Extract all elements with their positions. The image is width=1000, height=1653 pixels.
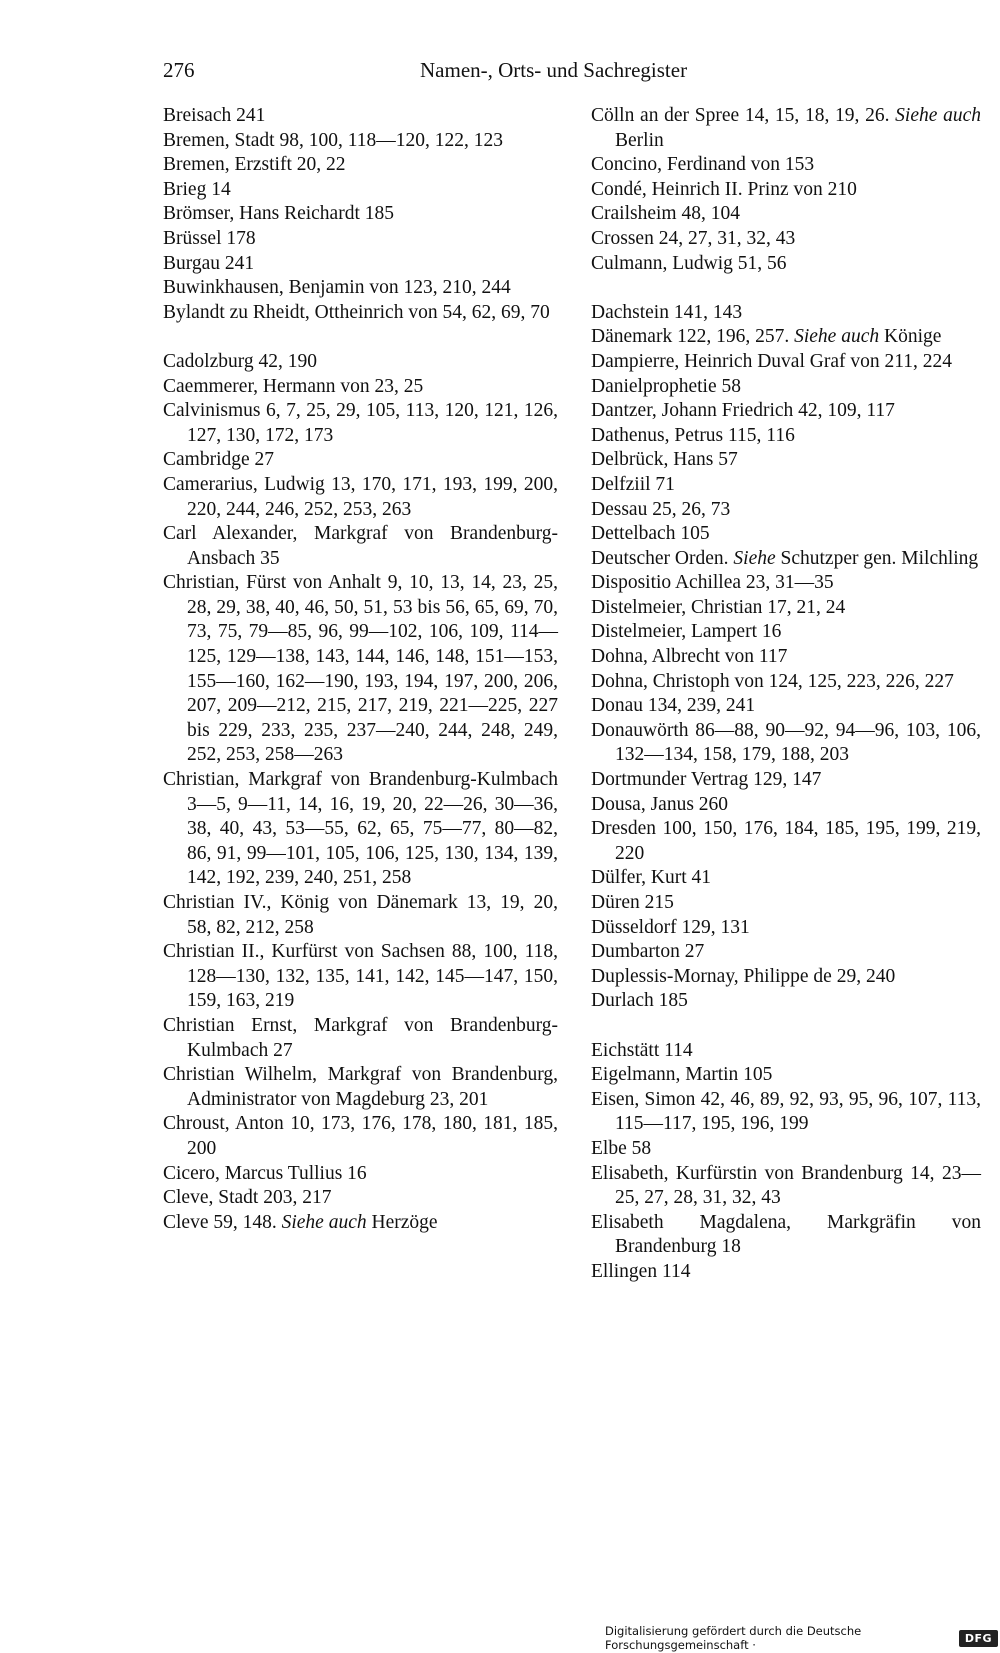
page-title: Namen-, Orts- und Sachregister: [420, 58, 688, 82]
entry-text: Condé, Heinrich II. Prinz von 210: [591, 178, 857, 200]
funding-note: Digitalisierung gefördert durch die Deutsche Forschungsgemeinschaft ·: [605, 1624, 862, 1652]
footer-bar: [605, 1626, 1000, 1650]
index-column-right: [591, 104, 981, 1285]
entry-text: Dousa, Janus 260: [591, 793, 729, 815]
entry-text: Bremen, Erzstift 20, 22: [163, 154, 346, 176]
index-entry: [163, 153, 558, 178]
index-entry: [591, 916, 981, 941]
entry-text: Burgau 241: [163, 252, 255, 274]
index-entry: [163, 448, 558, 473]
index-entry: [591, 498, 981, 523]
see-also-target: Herzöge: [366, 1211, 438, 1233]
index-entry: [591, 817, 981, 866]
index-entry: [163, 473, 558, 522]
page-number: 276: [163, 58, 195, 82]
index-entry: [163, 104, 558, 129]
entry-text: Dantzer, Johann Friedrich 42, 109, 117: [591, 400, 895, 422]
entry-text: Düsseldorf 129, 131: [591, 916, 750, 938]
index-entry: [591, 547, 981, 572]
entry-text: Deutscher Orden.: [591, 547, 734, 569]
entry-text: Crailsheim 48, 104: [591, 203, 740, 225]
entry-text: Cleve, Stadt 203, 217: [163, 1187, 332, 1209]
index-entry: [591, 448, 981, 473]
index-entry: [591, 522, 981, 547]
index-entry: [163, 1112, 558, 1161]
dfg-logo: DFG: [959, 1630, 998, 1647]
entry-text: Dresden 100, 150, 176, 184, 185, 195, 199, 219, 220: [591, 818, 981, 864]
index-entry: [163, 571, 558, 768]
entry-text: Dänemark 122, 196, 257.: [591, 326, 795, 348]
entry-text: Chroust, Anton 10, 173, 176, 178, 180, 181, 185, 200: [163, 1113, 558, 1159]
index-entry: [591, 989, 981, 1014]
entry-text: Christian Ernst, Markgraf von Brandenburg-Kulmbach 27: [163, 1014, 558, 1061]
entry-text: Düren 215: [591, 892, 674, 913]
index-entry: [163, 1063, 558, 1112]
entry-text: Distelmeier, Lampert 16: [591, 621, 782, 643]
index-entry: [591, 670, 981, 695]
index-entry: [163, 399, 558, 448]
index-entry: [163, 940, 558, 1014]
index-entry: [591, 325, 981, 350]
entry-text: Cadolzburg 42, 190: [163, 350, 318, 372]
index-entry: [591, 375, 981, 400]
index-entry: [591, 1211, 981, 1260]
index-entry: [591, 793, 981, 818]
index-entry: [591, 1162, 981, 1211]
see-also-label: Siehe auch: [281, 1211, 367, 1233]
index-entry: [163, 301, 558, 326]
see-also-label: Siehe: [733, 547, 776, 569]
index-entry: [591, 399, 981, 424]
entry-text: Crossen 24, 27, 31, 32, 43: [591, 227, 796, 249]
index-entry: [591, 694, 981, 719]
index-entry: [591, 1137, 981, 1162]
entry-text: Distelmeier, Christian 17, 21, 24: [591, 596, 846, 618]
entry-text: Dumbarton 27: [591, 941, 705, 963]
index-entry: [163, 522, 558, 571]
index-entry: [591, 1088, 981, 1137]
entry-text: Delfziil 71: [591, 473, 675, 495]
entry-text: Danielprophetie 58: [591, 375, 741, 397]
entry-text: Dettelbach 105: [591, 523, 710, 545]
entry-text: Dohna, Albrecht von 117: [591, 646, 788, 668]
entry-text: Bremen, Stadt 98, 100, 118—120, 122, 123: [163, 129, 503, 151]
entry-text: Delbrück, Hans 57: [591, 449, 738, 471]
entry-text: Cölln an der Spree 14, 15, 18, 19, 26.: [591, 105, 896, 126]
entry-text: Eisen, Simon 42, 46, 89, 92, 93, 95, 96, 107, 113, 115—117, 195, 196, 199: [591, 1088, 981, 1135]
index-entry: [591, 252, 981, 277]
index-entry: [163, 768, 558, 891]
index-entry: [163, 276, 558, 301]
entry-text: Cicero, Marcus Tullius 16: [163, 1162, 367, 1184]
index-entry: [163, 227, 558, 252]
entry-text: Dessau 25, 26, 73: [591, 498, 731, 520]
entry-text: Christian, Fürst von Anhalt 9, 10, 13, 14, 23, 25, 28, 29, 38, 40, 46, 50, 51, 53 bis 56, 65, 69, 70, 73, 75, 79—85, 96, 99—102, 106, 109, 114—125, 129—138, 143, 144, 146, 148, 151—153, 155—160, 162—190, 193, 194, 197, 200, 206, 207, 209—212, 215, 217, 219, 221—225, 227 bis 229, 233, 235, 237—240, 244, 248, 249, 252, 253, 258—263: [163, 572, 558, 766]
entry-text: Christian, Markgraf von Brandenburg-Kulmbach 3—5, 9—11, 14, 16, 19, 20, 22—26, 30—36, 38, 40, 43, 53—55, 62, 65, 75—77, 80—82, 86, 91, 99—101, 105, 106, 125, 130, 134, 139, 142, 192, 239, 240, 251, 258: [163, 769, 558, 889]
see-also-target: Schutzper gen. Milchling: [775, 547, 979, 569]
index-entry: [591, 178, 981, 203]
entry-text: Dampierre, Heinrich Duval Graf von 211, 224: [591, 350, 952, 372]
index-entry: [591, 571, 981, 596]
index-entry: [591, 965, 981, 990]
entry-text: Dortmunder Vertrag 129, 147: [591, 769, 822, 791]
index-entry: [591, 768, 981, 793]
entry-text: Breisach 241: [163, 105, 266, 126]
entry-text: Brieg 14: [163, 178, 231, 200]
index-entry: [591, 202, 981, 227]
index-entry: [163, 350, 558, 375]
entry-text: Eichstätt 114: [591, 1039, 693, 1061]
entry-text: Donau 134, 239, 241: [591, 695, 756, 717]
see-also-target: Berlin: [615, 129, 664, 151]
index-entry: [591, 620, 981, 645]
index-entry: [163, 891, 558, 940]
entry-text: Dispositio Achillea 23, 31—35: [591, 572, 834, 594]
entry-text: Camerarius, Ludwig 13, 170, 171, 193, 199, 200, 220, 244, 246, 252, 253, 263: [163, 473, 558, 520]
entry-text: Cambridge 27: [163, 449, 275, 471]
entry-text: Cleve 59, 148.: [163, 1211, 282, 1233]
index-entry: [591, 1063, 981, 1088]
entry-text: Donauwörth 86—88, 90—92, 94—96, 103, 106, 132—134, 158, 179, 188, 203: [591, 719, 981, 766]
index-entry: [591, 424, 981, 449]
index-entry: [163, 375, 558, 400]
entry-text: Dohna, Christoph von 124, 125, 223, 226, 227: [591, 670, 954, 692]
index-entry: [163, 178, 558, 203]
entry-text: Dülfer, Kurt 41: [591, 867, 711, 889]
entry-text: Durlach 185: [591, 990, 688, 1012]
index-entry: [591, 227, 981, 252]
entry-text: Culmann, Ludwig 51, 56: [591, 252, 787, 274]
index-entry: [591, 350, 981, 375]
index-entry: [591, 1260, 981, 1285]
index-entry: [591, 891, 981, 916]
entry-text: Carl Alexander, Markgraf von Brandenburg-Ansbach 35: [163, 523, 558, 569]
entry-text: Dathenus, Petrus 115, 116: [591, 424, 795, 446]
entry-text: Elisabeth, Kurfürstin von Brandenburg 14, 23—25, 27, 28, 31, 32, 43: [591, 1162, 981, 1209]
entry-text: Dachstein 141, 143: [591, 301, 743, 323]
entry-text: Bylandt zu Rheidt, Ottheinrich von 54, 62, 69, 70: [163, 301, 550, 323]
index-entry: [163, 129, 558, 154]
entry-text: Eigelmann, Martin 105: [591, 1064, 773, 1086]
entry-text: Buwinkhausen, Benjamin von 123, 210, 244: [163, 277, 511, 299]
see-also-label: Siehe auch: [794, 326, 880, 348]
entry-text: Duplessis-Mornay, Philippe de 29, 240: [591, 965, 896, 987]
see-also-target: Könige: [879, 326, 942, 348]
entry-text: Caemmerer, Hermann von 23, 25: [163, 375, 424, 397]
index-entry: [591, 940, 981, 965]
see-also-label: Siehe auch: [895, 105, 981, 126]
index-entry: [163, 1186, 558, 1211]
entry-text: Christian II., Kurfürst von Sachsen 88, 100, 118, 128—130, 132, 135, 141, 142, 145—147, 150, 159, 163, 219: [163, 941, 558, 1012]
index-entry: [591, 719, 981, 768]
entry-text: Elisabeth Magdalena, Markgräfin von Brandenburg 18: [591, 1211, 981, 1258]
entry-text: Calvinismus 6, 7, 25, 29, 105, 113, 120, 121, 126, 127, 130, 172, 173: [163, 400, 558, 446]
entry-text: Christian Wilhelm, Markgraf von Brandenburg, Administrator von Magdeburg 23, 201: [163, 1064, 558, 1110]
index-entry: [591, 153, 981, 178]
index-entry: [591, 596, 981, 621]
index-entry: [163, 1211, 558, 1236]
index-entry: [591, 1039, 981, 1064]
entry-text: Christian IV., König von Dänemark 13, 19, 20, 58, 82, 212, 258: [163, 892, 558, 938]
index-entry: [163, 1162, 558, 1187]
index-entry: [163, 202, 558, 227]
index-entry: [591, 473, 981, 498]
index-entry: [591, 104, 981, 153]
index-entry: [591, 866, 981, 891]
entry-text: Ellingen 114: [591, 1260, 691, 1282]
index-entry: [591, 301, 981, 326]
index-entry: [591, 645, 981, 670]
index-entry: [163, 1014, 558, 1063]
index-column-left: [163, 104, 558, 1235]
entry-text: Elbe 58: [591, 1137, 652, 1159]
index-entry: [163, 252, 558, 277]
entry-text: Concino, Ferdinand von 153: [591, 154, 815, 176]
entry-text: Brüssel 178: [163, 227, 256, 249]
entry-text: Brömser, Hans Reichardt 185: [163, 203, 395, 225]
